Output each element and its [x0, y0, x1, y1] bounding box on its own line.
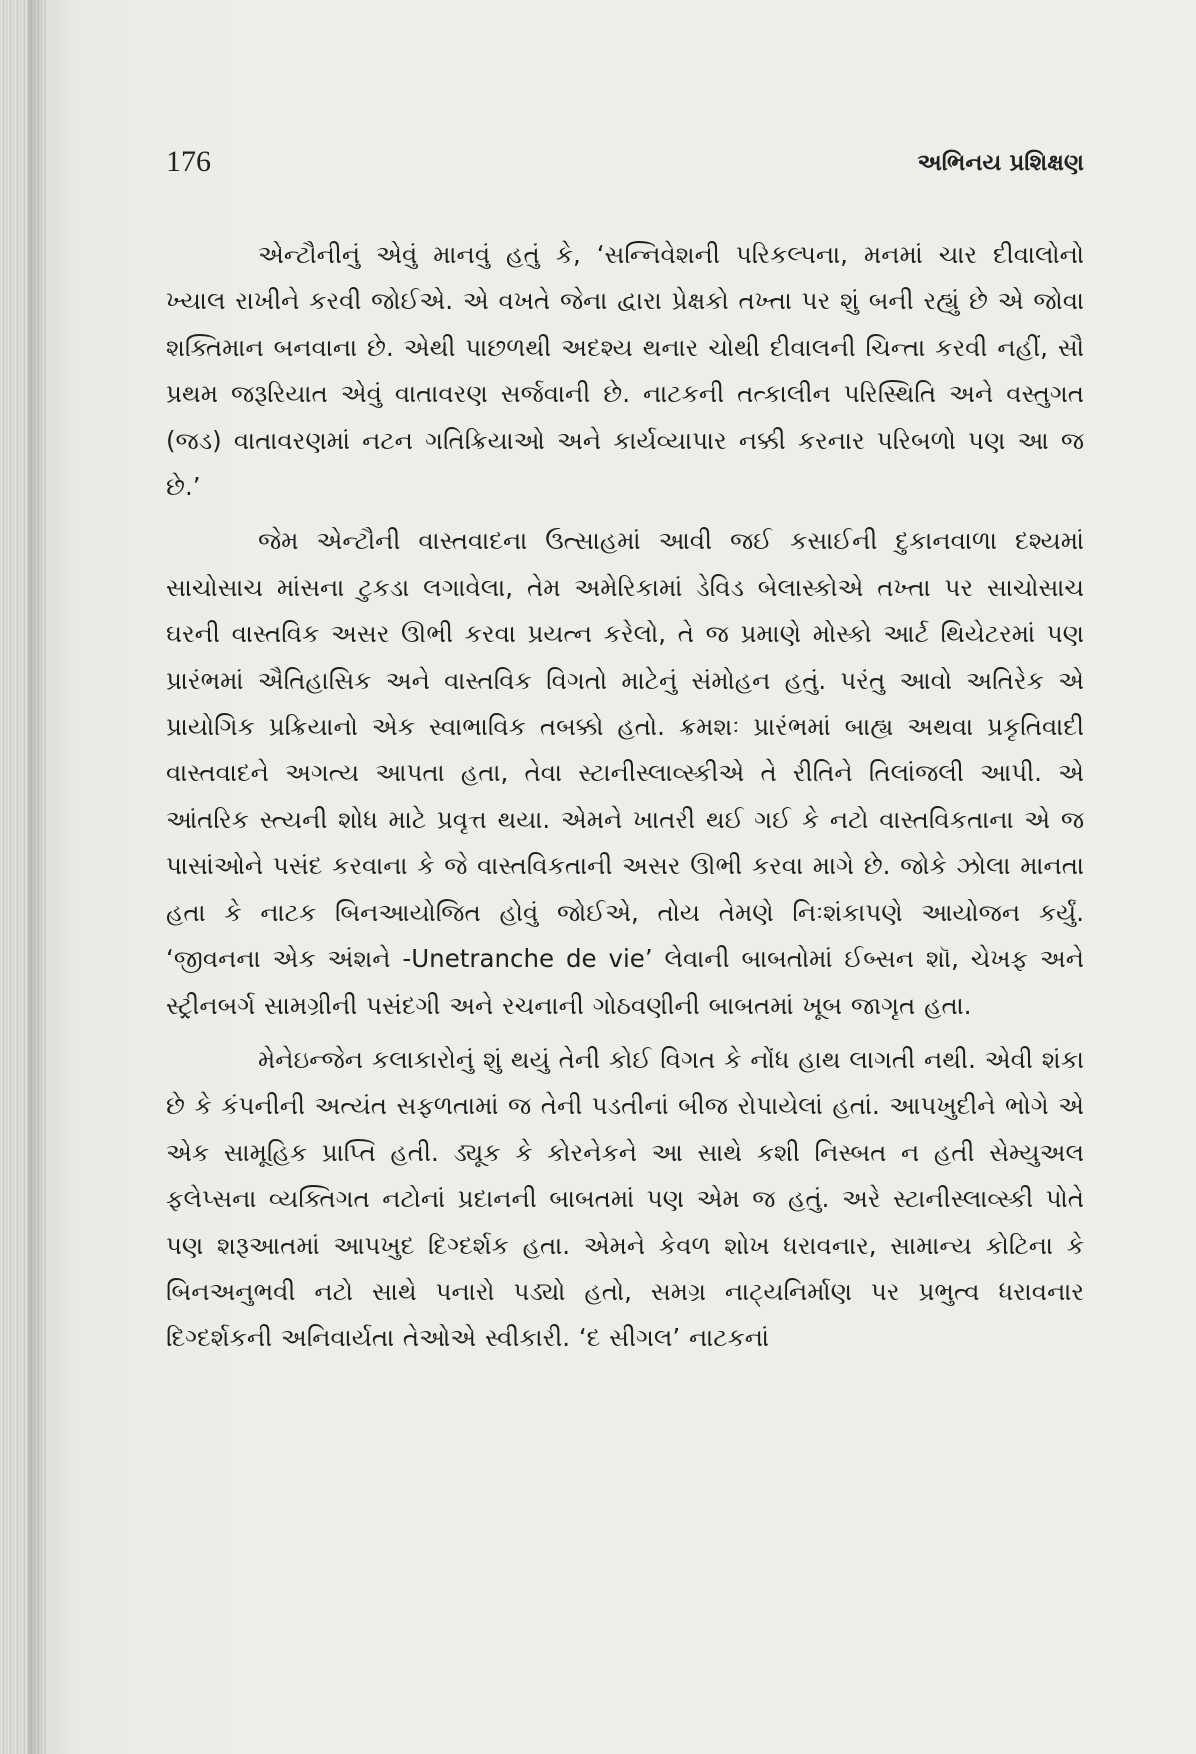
paragraph: મેનેઇન્જેન કલાકારોનું શું થયું તેની કોઈ વિગત કે નોંધ હાથ લાગતી નથી. એવી શંકા છે કે કંપનીની અત્યંત સફળતામાં જ તેની પડતીનાં બીજ રોપાયેલાં હતાં. આપખુદીને ભોગે એ એક સામૂહિક પ્રાપ્તિ હતી. ડ્યૂક કે કોરનેકને આ સાથે કશી નિસ્બત ન હતી સેમ્યુઅલ ફલેપ્સના વ્યક્તિગત નટોનાં પ્રદાનની બાબતમાં પણ એમ જ હતું. અરે સ્ટાનીસ્લાવ્સ્કી પોતે પણ શરૂઆતમાં આપખુદ દિગ્દર્શક હતા. એમને કેવળ શોખ ધરાવનાર, સામાન્ય કોટિના કે બિનઅનુભવી નટો સાથે પનારો પડ્યો હતો, સમગ્ર નાટ્યનિર્માણ પર પ્રભુત્વ ધરાવનાર દિગ્દર્શકની અનિવાર્યતા તેઓએ સ્વીકારી. ‘દ સીગલ’ નાટકનાં	[166, 1044, 1084, 1353]
page-number: 176	[166, 145, 211, 178]
paragraph: જેમ એન્ટૌની વાસ્તવાદના ઉત્સાહમાં આવી જઈ કસાઈની દુકાનવાળા દશ્યમાં સાચોસાચ માંસના ટુકડા લગાવેલા, તેમ અમેરિકામાં ડેવિડ બેલાસ્કોએ તખ્તા પર સાચોસાચ ઘરની વાસ્તવિક અસર ઊભી કરવા પ્રયત્ન કરેલો, તે જ પ્રમાણે મોસ્કો આર્ટ થિયેટરમાં પણ પ્રારંભમાં ઐતિહાસિક અને વાસ્તવિક વિગતો માટેનું સંમોહન હતું. પરંતુ આવો અતિરેક એ પ્રાયોગિક પ્રક્રિયાનો એક સ્વાભાવિક તબક્કો હતો. ક્રમશઃ પ્રારંભમાં બાહ્ય અથવા પ્રકૃતિવાદી વાસ્તવાદને અગત્ય આપતા હતા, તેવા સ્ટાનીસ્લાવ્સ્કીએ તે રીતિને તિલાંજલી આપી. એ આંતરિક સ્ત્યની શોધ માટે પ્રવૃત્ત થયા. એમને ખાતરી થઈ ગઈ કે નટો વાસ્તવિકતાના એ જ પાસાંઓને પસંદ કરવાના કે જે વાસ્તવિકતાની અસર ઊભી કરવા માગે છે. જોકે ઝોલા માનતા હતા કે નાટક બિનઆયોજિત હોવું જોઈએ, તોય તેમણે નિઃશંકાપણે આયોજન કર્યું. ‘જીવનના એક અંશને -Unetranche de vie’ લેવાની બાબતોમાં ઈબ્સન શૉ, ચેખફ અને સ્ટ્રીનબર્ગ સામગ્રીની પસંદગી અને રચનાની ગોઠવણીની બાબતમાં ખૂબ જાગૃત હતા.	[166, 526, 1084, 1020]
body-text	[166, 232, 1084, 1362]
book-page-edges	[0, 0, 46, 1754]
paragraph: એન્ટૌનીનું એવું માનવું હતું કે, ‘સન્નિવેશની પરિકલ્પના, મનમાં ચાર દીવાલોનો ખ્યાલ રાખીને કરવી જોઈએ. એ વખતે જેના દ્વારા પ્રેક્ષકો તખ્તા પર શું બની રહ્યું છે એ જોવા શક્તિમાન બનવાના છે. એથી પાછળથી અદશ્ય થનાર ચોથી દીવાલની ચિન્તા કરવી નહીં, સૌ પ્રથમ જરૂરિયાત એવું વાતાવરણ સર્જવાની છે. નાટકની તત્કાલીન પરિસ્થિતિ અને વસ્તુગત (જડ) વાતાવરણમાં નટન ગતિક્રિયાઓ અને કાર્યવ્યાપાર નક્કી કરનાર પરિબળો પણ આ જ છે.’	[166, 240, 1084, 502]
running-title: અભિનય પ્રશિક્ષણ	[917, 150, 1084, 176]
page-header	[166, 142, 1084, 182]
book-page	[46, 0, 1196, 1754]
